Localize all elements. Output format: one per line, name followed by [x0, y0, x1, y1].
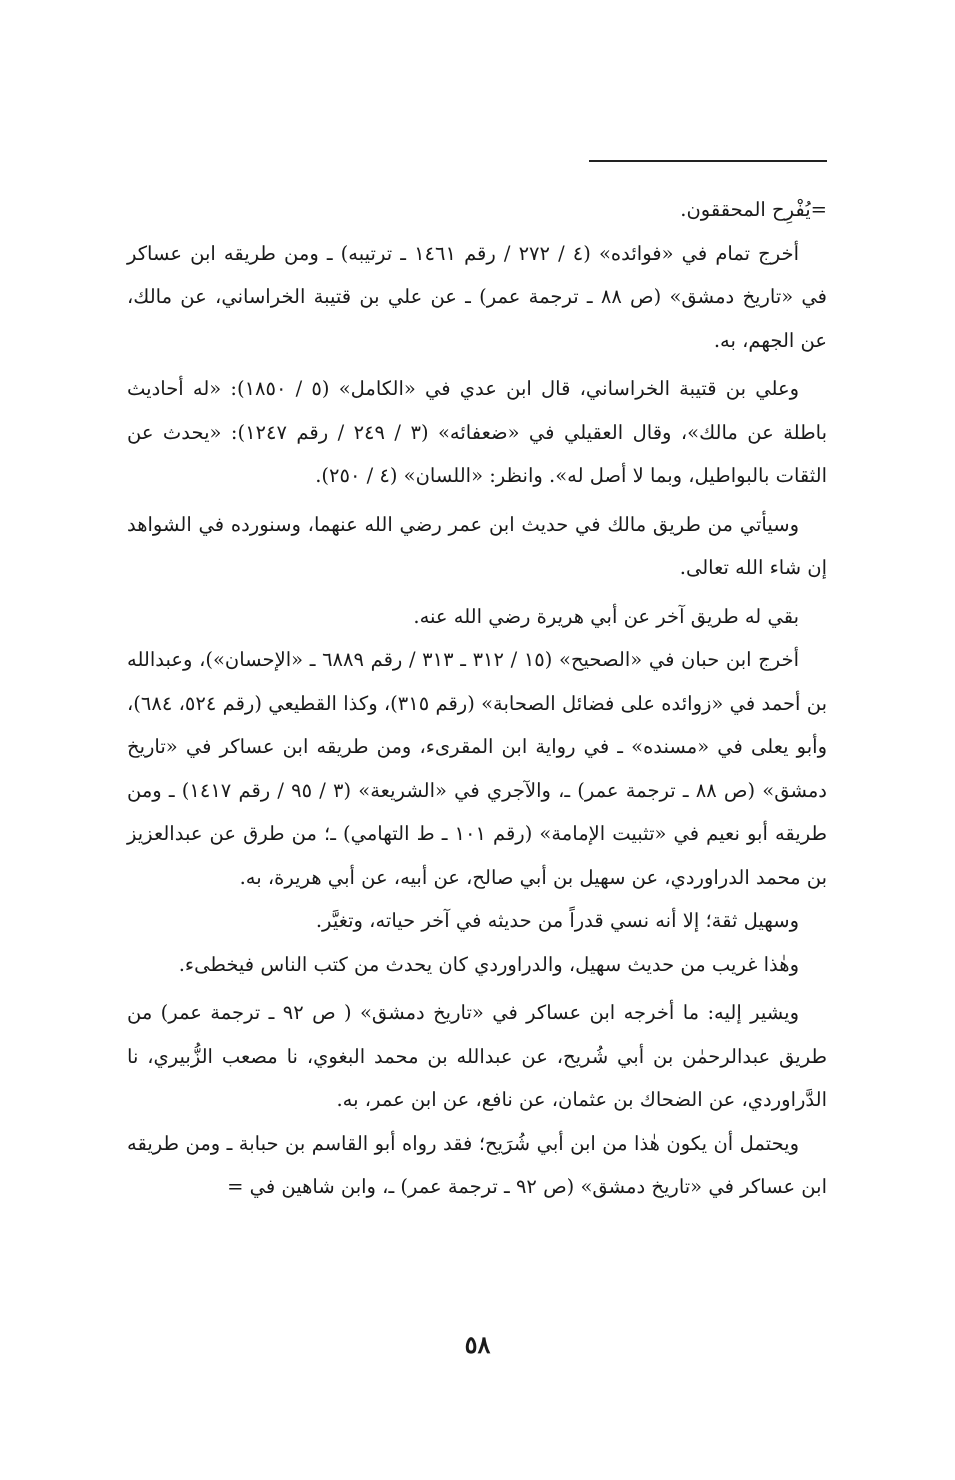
- footnote-paragraph-gharib: وهٰذا غريب من حديث سهيل، والدراوردي كان يحدث من كتب الناس فيخطىء.: [178, 952, 799, 976]
- footnote-text-block: [127, 188, 827, 1209]
- footnote-paragraph-ibn-asakir: ويشير إليه: ما أخرجه ابن عساكر في «تاريخ دمشق» ( ص ٩٢ ـ ترجمة عمر) من طريق عبدالرحمٰن بن أبي شُريح، عن عبدالله بن محمد البغوي، نا مصعب الزُّبيري، نا الدَّراوردي، عن الضحاك بن عثمان، عن نافع، عن ابن عمر، به.: [127, 1001, 827, 1111]
- page-number: ٥٨: [464, 1330, 491, 1359]
- footnote-paragraph-continuation: =يُفْرِح المحققون.: [680, 198, 827, 221]
- footnote-paragraph-ibn-abi-shurayh: ويحتمل أن يكون هٰذا من ابن أبي شُرَيح؛ فقد رواه أبو القاسم بن حبابة ـ ومن طريقه ابن عساكر في «تاريخ دمشق» (ص ٩٢ ـ ترجمة عمر) ـ، وابن شاهين في =: [127, 1131, 827, 1198]
- footnote-paragraph-abu-hurairah: بقي له طريق آخر عن أبي هريرة رضي الله عنه.: [413, 604, 799, 628]
- footnote-paragraph-tammam: أخرج تمام في «فوائده» (٤ / ٢٧٢ / رقم ١٤٦١ ـ ترتيبه) ـ ومن طريقه ابن عساكر في «تاريخ دمشق» (ص ٨٨ ـ ترجمة عمر) ـ عن علي بن قتيبة الخراساني، عن مالك، عن الجهم، به.: [127, 241, 827, 352]
- footnote-separator-rule: [589, 160, 827, 162]
- footnote-paragraph-ibn-hibban: أخرج ابن حبان في «الصحيح» (١٥ / ٣١٢ ـ ٣١٣ / رقم ٦٨٨٩ ـ «الإحسان»)، وعبدالله بن أحمد في «زوائده على فضائل الصحابة» (رقم ٣١٥)، وكذا القطيعي (رقم ٥٢٤، ٦٨٤)، وأبو يعلى في «مسنده» ـ في رواية ابن المقرىء، ومن طريقه ابن عساكر في «تاريخ دمشق» (ص ٨٨ ـ ترجمة عمر) ـ، والآجري في «الشريعة» (٣ / ٩٥ / رقم ١٤١٧) ـ ومن طريقه أبو نعيم في «تثبيت الإمامة» (رقم ١٠١ ـ ط التهامي) ـ؛ من طرق عن عبدالعزيز بن محمد الدراوردي، عن سهيل بن أبي صالح، عن أبيه، عن أبي هريرة، به.: [127, 648, 827, 889]
- footnote-paragraph-ali-qutaiba: وعلي بن قتيبة الخراساني، قال ابن عدي في «الكامل» (٥ / ١٨٥٠): «له أحاديث باطلة عن مالك»، وقال العقيلي في «ضعفائه» (٣ / ٢٤٩ / رقم ١٢٤٧): «يحدث عن الثقات بالبواطيل، وبما لا أصل له». وانظر: «اللسان» (٤ / ٢٥٠).: [127, 377, 828, 487]
- footnote-paragraph-suhail: وسهيل ثقة؛ إلا أنه نسي قدراً من حديثه في آخر حياته، وتغيَّر.: [315, 909, 799, 932]
- footnote-paragraph-malik-route: وسيأتي من طريق مالك في حديث ابن عمر رضي الله عنهما، وسنورده في الشواهد إن شاء الله تعالى.: [127, 512, 827, 579]
